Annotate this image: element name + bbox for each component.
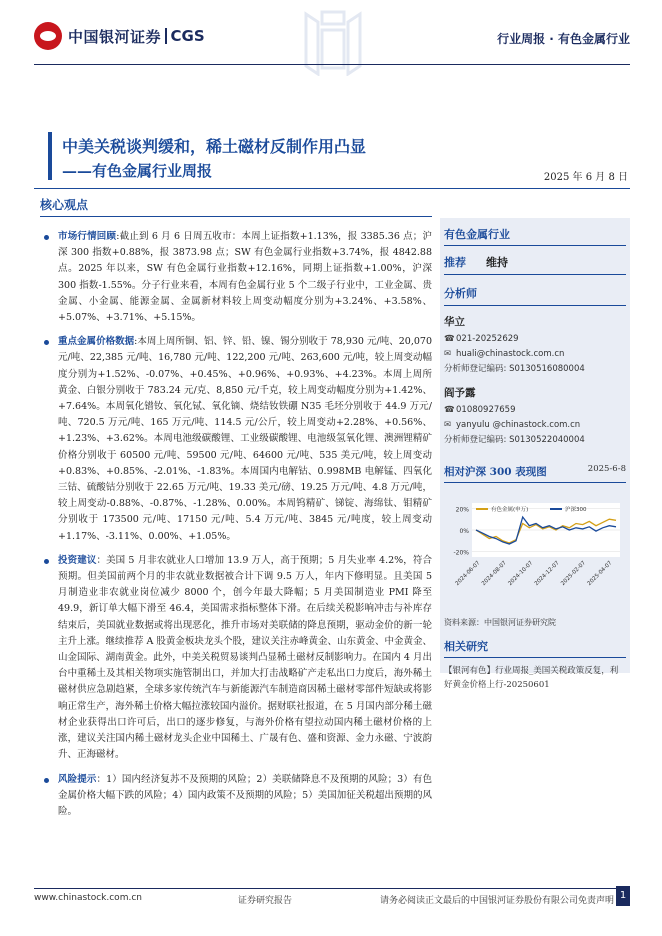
chart-source: 资料来源：中国银河证券研究院 xyxy=(444,618,556,627)
brand-logo xyxy=(34,22,205,50)
bullet-market-review xyxy=(40,229,432,326)
bullet-investment-advice xyxy=(40,553,432,764)
related-heading: 相关研究 xyxy=(444,638,626,658)
sidebar-industry: 有色金属行业 xyxy=(444,224,626,246)
y-tick-label: 20% xyxy=(455,506,469,514)
related-report-link[interactable]: 【银河有色】行业周报_美国关税政策反复，利好黄金价格上行-20250601 xyxy=(444,666,619,690)
chart-title: 相对沪深 300 表现图 xyxy=(444,466,547,478)
bullet-lead: 重点金属价格数据 xyxy=(58,336,135,348)
phone-icon: ☎ xyxy=(444,405,455,415)
footer-divider xyxy=(34,888,630,889)
analyst-phone: 021-20252629 xyxy=(456,334,519,344)
bullet-dot-icon xyxy=(44,340,49,345)
bullet-lead: 投资建议 xyxy=(58,554,97,566)
bullet-dot-icon xyxy=(44,778,49,783)
y-tick-label: -20% xyxy=(453,549,469,557)
x-tick-label: 2025-02-07 xyxy=(560,560,588,588)
rating-key: 推荐 xyxy=(444,256,466,269)
bullet-dot-icon xyxy=(44,559,49,564)
rating-value: 维持 xyxy=(486,256,508,269)
analyst-name: 阎予露 xyxy=(444,387,476,399)
footer-website[interactable]: www.chinastock.com.cn xyxy=(34,893,142,903)
analyst-email[interactable]: huali@chinastock.com.cn xyxy=(456,349,565,359)
bullet-metal-prices xyxy=(40,334,432,545)
legend-label-1: 沪深300 xyxy=(565,507,587,513)
analyst-heading: 分析师 xyxy=(444,275,626,306)
analyst-phone-row xyxy=(444,403,626,418)
chart-header xyxy=(444,464,626,483)
x-tick-label: 2025-04-07 xyxy=(586,560,614,588)
bullet-lead: 风险提示 xyxy=(58,773,97,785)
y-tick-label: 0% xyxy=(459,528,469,535)
bullet-text: :本周上周所铜、铝、锌、铅、镍、锡分别收于 78,930 元/吨、20,070 元/吨、22,385 元/吨、16,780 元/吨、122,200 元/吨、263,600 元/吨，较上周变动幅度分别为+1.52%、-0.07%、+0.45%、+0.96%、+0.93%、+4.23%。本周上周所黄金、白银分别收于 783.24 元/克、8,850 元/千克，较上周变动幅度分别为+1.42%、+7.64%。本周氧化镨钕、氧化铽、氧化镝、烧结钕铁硼 N35 毛坯分别收于 44.9 万元/吨、720.5 万元/吨、165 万元/吨、114.5 元/公斤，较上周变动+2.28%、+0.56%、+1.23%、+3.62%。本周电池级碳酸锂、工业级碳酸锂、电池级氢氧化锂、澳洲锂精矿价格分别收于 60500 元/吨、59500 元/吨、64600 元/吨、535 美元/吨，较上周变动+0.83%、+0.85%、-2.01%、-1.83%。本周国内电解钴、0.998MB 电解锰、四氧化三钴、硫酸钴分别收于 22.65 万元/吨、19.33 美元/磅、19.25 万元/吨、4.8 万元/吨，较上周变动-0.88%、-0.87%、-1.28%、0.00%。本周钨精矿、锑锭、海绵钛、钼精矿分别收于 173500 元/吨、17150 元/吨、5.4 万元/吨、3845 元/吨度，较上周变动+1.17%、-3.11%、0.00%、+1.05%。 xyxy=(58,336,432,542)
analyst-card xyxy=(444,306,626,377)
cgs-logo-icon xyxy=(34,22,62,50)
x-tick-label: 2024-08-07 xyxy=(480,560,508,588)
x-tick-label: 2024-06-07 xyxy=(454,560,482,588)
analyst-name: 华立 xyxy=(444,316,465,328)
analyst-email-row xyxy=(444,347,626,362)
footer-doc-type: 证券研究报告 xyxy=(238,896,293,906)
bullet-text: :截止到 6 月 6 日周五收市：本周上证指数+1.13%，报 3385.36 点；沪深 300 指数+0.88%，报 3873.98 点；SW 有色金属行业指数+3.74%，报 4842.88 点。2025 年以来，SW 有色金属行业指数+12.16%，同期上证指数+1.00%，沪深 300 指数-1.55%。分子行业来看，本周有色金属行业 5 个二级子行业中，工业金属、贵金属、小金属、能源金属、金属新材料较上周变动幅度分别为+3.24%、+3.58%、+5.07%、+3.71%、+5.15%。 xyxy=(58,231,432,324)
legend-label-0: 有色金属(申万) xyxy=(491,507,529,513)
analyst-phone: 01080927659 xyxy=(456,405,516,415)
page-header xyxy=(0,0,662,78)
email-icon: ✉ xyxy=(444,420,452,430)
header-divider xyxy=(34,64,630,65)
brand-name-cn: 中国银河证券 xyxy=(68,27,162,46)
brand-separator xyxy=(165,28,167,44)
x-tick-label: 2024-12-07 xyxy=(533,560,561,588)
watermark-icon xyxy=(298,4,368,76)
core-views-heading: 核心观点 xyxy=(40,196,432,217)
bullet-dot-icon xyxy=(44,235,49,240)
core-views-section xyxy=(40,196,432,828)
report-title: 中美关税谈判缓和，稀土磁材反制作用凸显 xyxy=(62,137,367,156)
analyst-cert: 分析师登记编码: S0130522040004 xyxy=(444,435,585,445)
phone-icon: ☎ xyxy=(444,334,455,344)
page-number: 1 xyxy=(616,886,630,906)
bullet-text: ：1）国内经济复苏不及预期的风险；2）美联储降息不及预期的风险；3）有色金属价格大幅下跌的风险；4）国内政策不及预期的风险；5）美国加征关税超出预期的风险。 xyxy=(58,773,432,817)
chart-date: 2025-6-8 xyxy=(587,464,626,474)
title-accent-bar xyxy=(48,132,52,180)
brand-name-en: CGS xyxy=(170,27,205,45)
analyst-phone-row xyxy=(444,332,626,347)
analyst-email[interactable]: yanyulu @chinastock.com.cn xyxy=(456,420,581,430)
relative-performance-chart xyxy=(444,487,626,607)
bullet-lead: 市场行情回顾 xyxy=(58,231,117,242)
analyst-card xyxy=(444,377,626,448)
x-tick-label: 2024-10-07 xyxy=(507,560,535,588)
bullet-text: ：美国 5 月非农就业人口增加 13.9 万人，高于预期；5 月失业率 4.2%，符合预期。但美国前两个月的非农就业数据被合计下调 9.5 万人，年内下修明显。且美国 5 月制造业非农就业岗位减少 8000 个，创今年最大降幅；5 月美国制造业 PMI 降至 49.9，新订单大幅下滑至 46.4，美国需求指标整体下滑。在后续关税影响冲击与补库存结束后，美国就业数据或将出现恶化，推升市场对美联储的降息预期，驱动金价的新一轮主升上涨。继续推荐 A 股黄金板块龙头个股，建议关注赤峰黄金、山东黄金、中金黄金、山金国际、湖南黄金。此外，中美关税贸易谈判凸显稀土磁材反制影响力。在国内 4 月出台中重稀土及其相关物项实施管制出口，并加大打击战略矿产走私出口力度后，海外稀土磁材供应急剧趋紧，全球多家传统汽车与新能源汽车制造商因稀土磁材零部件短缺或将影响正常生产，海外稀土价格大幅拉涨较国内溢价。据财联社报道，在 5 月国内部分稀土磁材企业获得出口许可后，出口的逐步修复，与海外价格有望拉动国内稀土磁材价格的上涨，建议关注国内稀土磁材龙头企业中国稀土、广晟有色、盛和资源、金力永磁、宁波韵升、正海磁材。 xyxy=(58,554,432,761)
report-date: 2025 年 6 月 8 日 xyxy=(543,172,628,183)
footer-disclaimer: 请务必阅读正文最后的中国银河证券股份有限公司免责声明 xyxy=(380,896,615,906)
report-subtitle: ——有色金属行业周报 xyxy=(62,162,213,180)
analyst-cert: 分析师登记编码: S0130516080004 xyxy=(444,364,585,374)
bullet-risk-warning xyxy=(40,772,432,821)
sidebar-rating xyxy=(444,246,626,275)
report-type-label: 行业周报 · 有色金属行业 xyxy=(497,32,630,46)
analyst-email-row xyxy=(444,418,626,433)
sidebar xyxy=(440,218,630,690)
email-icon: ✉ xyxy=(444,349,452,359)
title-divider xyxy=(34,188,630,189)
